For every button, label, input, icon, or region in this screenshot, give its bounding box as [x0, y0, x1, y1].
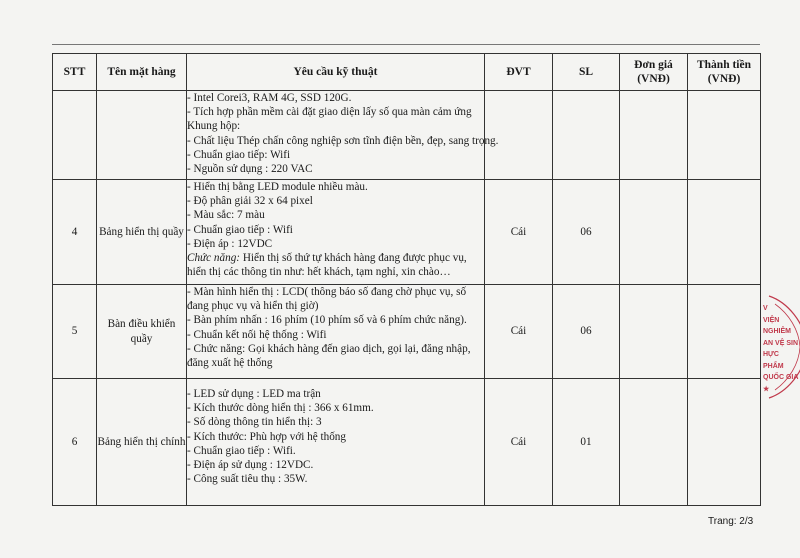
req-line: - Độ phân giải 32 x 64 pixel — [187, 195, 313, 208]
row-name — [97, 91, 187, 180]
row-unit-price — [620, 91, 688, 180]
row-stt: 6 — [53, 379, 97, 506]
row-total — [688, 379, 761, 506]
stamp-line: HỰC PHẨM — [763, 351, 784, 370]
req-function — [187, 251, 484, 279]
row-unit-price — [620, 379, 688, 506]
row-qty: 01 — [553, 379, 620, 506]
req-line: - Chuẩn giao tiếp : Wifi. — [187, 444, 296, 457]
req-line: - Công suất tiêu thụ : 35W. — [187, 473, 308, 486]
row-total — [688, 91, 761, 180]
req-line: - Kích thước dòng hiển thị : 366 x 61mm. — [187, 402, 374, 415]
table-row — [53, 285, 761, 379]
req-line: - Bàn phím nhấn : 16 phím (10 phím số và 6 phím chức năng). — [187, 314, 467, 327]
req-line: - Chuẩn giao tiếp : Wifi — [187, 223, 293, 236]
req-line: - Chất liệu Thép chấn công nghiệp sơn tĩnh điện bền, đẹp, sang trọng. — [187, 134, 499, 147]
req-line: - Màn hình hiển thị : LCD( thông báo số đang chờ phục vụ, số đang phục vụ và hiển thị giờ) — [187, 286, 467, 313]
row-stt: 5 — [53, 285, 97, 379]
req-line: - Số dòng thông tin hiển thị: 3 — [187, 416, 322, 429]
top-rule — [52, 44, 760, 45]
req-line: - Chuẩn giao tiếp: Wifi — [187, 148, 291, 161]
header-qty: SL — [553, 54, 620, 91]
stamp-line: QUỐC GIA — [763, 374, 799, 381]
stamp-line: NGHIÊM — [763, 328, 791, 335]
function-label: Chức năng: — [187, 252, 241, 265]
row-qty: 06 — [553, 285, 620, 379]
stamp-text — [763, 303, 800, 395]
header-requirements: Yêu cầu kỹ thuật — [187, 54, 485, 91]
row-total — [688, 180, 761, 285]
req-line: Khung hộp: — [187, 120, 241, 133]
row-name: Bàn điều khiển quầy — [97, 285, 187, 379]
row-qty — [553, 91, 620, 180]
table-row — [53, 91, 761, 180]
header-name: Tên mặt hàng — [97, 54, 187, 91]
row-name: Bảng hiển thị chính — [97, 379, 187, 506]
stamp-line: VIỆN — [763, 316, 780, 324]
stamp-line: AN VỆ SIN — [763, 339, 799, 347]
table-row — [53, 180, 761, 285]
req-line: - LED sử dụng : LED ma trận — [187, 388, 321, 400]
header-unit-price: Đơn giá (VNĐ) — [620, 54, 688, 91]
stamp-line: V — [763, 305, 768, 312]
header-total: Thành tiền (VNĐ) — [688, 54, 761, 91]
row-stt: 4 — [53, 180, 97, 285]
table-row — [53, 379, 761, 506]
row-requirements — [187, 379, 485, 506]
table-header-row — [53, 54, 761, 91]
header-stt: STT — [53, 54, 97, 91]
req-line: - Chức năng: Gọi khách hàng đến giao dịch, gọi lại, đăng nhập, đăng xuất hệ thống — [187, 342, 471, 370]
row-qty: 06 — [553, 180, 620, 285]
row-name: Bảng hiển thị quầy — [97, 180, 187, 285]
row-requirements — [187, 285, 485, 379]
row-total — [688, 285, 761, 379]
req-line: - Hiển thị bằng LED module nhiều màu. — [187, 181, 368, 193]
req-line: - Điện áp : 12VDC — [187, 237, 273, 250]
row-unit-price — [620, 180, 688, 285]
row-requirements — [187, 180, 485, 285]
row-unit: Cái — [485, 379, 553, 506]
req-line: - Điện áp sử dụng : 12VDC. — [187, 459, 314, 472]
row-unit: Cái — [485, 285, 553, 379]
req-line: - Intel Corei3, RAM 4G, SSD 120G. — [187, 92, 352, 104]
req-line: - Kích thước: Phù hợp với hệ thống — [187, 430, 346, 443]
page-number: Trang: 2/3 — [708, 516, 754, 527]
row-requirements — [187, 91, 499, 180]
row-unit: Cái — [485, 180, 553, 285]
star-icon: ★ — [763, 385, 770, 393]
header-unit: ĐVT — [485, 54, 553, 91]
req-line: - Nguồn sử dụng : 220 VAC — [187, 163, 313, 176]
specification-table — [52, 53, 761, 506]
req-line: - Tích hợp phần mềm cài đặt giao diện lấy số qua màn cảm ứng — [187, 106, 472, 119]
row-unit-price — [620, 285, 688, 379]
row-stt — [53, 91, 97, 180]
req-line: - Màu sắc: 7 màu — [187, 209, 265, 222]
function-text: Hiển thị số thứ tự khách hàng đang được phục vụ, hiển thị các thông tin như: hết khách, tạm nghỉ, xin chào… — [187, 252, 467, 279]
req-line: - Chuẩn kết nối hệ thống : Wifi — [187, 328, 327, 341]
